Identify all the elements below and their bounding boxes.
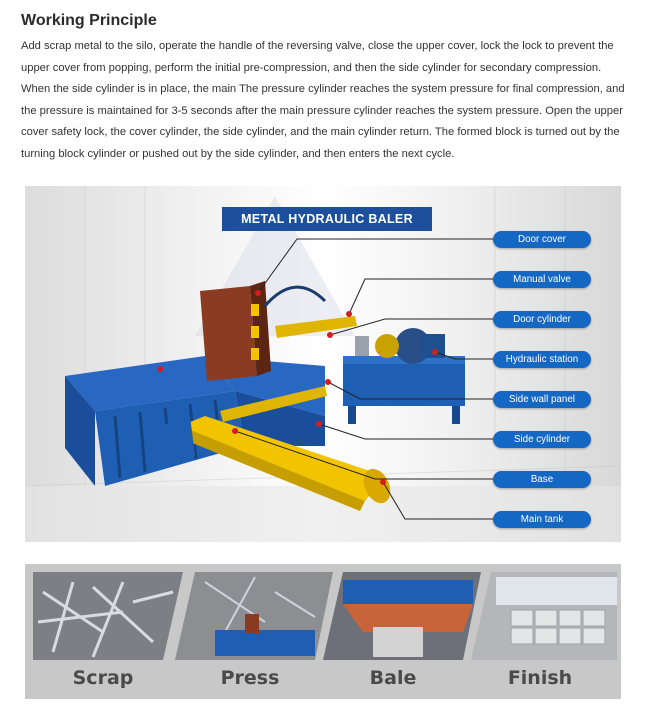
step-label-press: Press — [220, 667, 280, 689]
baler-diagram — [25, 186, 621, 542]
label-hydraulic-station: Hydraulic station — [493, 351, 591, 368]
paragraph-line: Add scrap metal to the silo, operate the handle of the reversing valve, close the upper cover, lock the lock to prevent the — [21, 40, 614, 52]
door-cover — [200, 281, 271, 381]
label-side-wall-panel: Side wall panel — [493, 391, 591, 408]
paragraph-line: upper cover from popping, perform the initial pre-compression, and then the side cylinder for secondary compression. — [21, 61, 602, 74]
scrap-photo — [33, 572, 183, 660]
diagram-title: METAL HYDRAULIC BALER — [222, 207, 432, 231]
label-side-cylinder: Side cylinder — [493, 431, 591, 448]
step-label-finish: Finish — [507, 667, 573, 689]
bale-photo — [323, 572, 481, 660]
finish-photo — [471, 572, 617, 660]
process-strip — [25, 564, 621, 699]
step-label-bale: Bale — [369, 667, 417, 689]
hydraulic-station — [343, 328, 465, 424]
step-label-scrap: Scrap — [72, 667, 134, 689]
label-base: Base — [493, 471, 591, 488]
label-main-tank: Main tank — [493, 511, 591, 528]
paragraph-line: turning block cylinder or pushed out by the side cylinder, and then enters the next cycle. — [21, 147, 455, 160]
paragraph-line: When the side cylinder is in place, the main The pressure cylinder reaches the system pressure for final compression, and — [21, 83, 625, 96]
paragraph-line: the pressure is maintained for 3-5 seconds after the main pressure cylinder reaches the system pressure. Open the upper — [21, 104, 623, 117]
section-heading: Working Principle — [21, 12, 157, 29]
label-manual-valve: Manual valve — [493, 271, 591, 288]
paragraph-line: cover safety lock, the cover cylinder, the side cylinder, and the main cylinder return. The formed block is turned out by the — [21, 126, 620, 139]
press-photo — [175, 572, 333, 660]
label-door-cover: Door cover — [493, 231, 591, 248]
label-door-cylinder: Door cylinder — [493, 311, 591, 328]
description-paragraph — [21, 36, 633, 166]
